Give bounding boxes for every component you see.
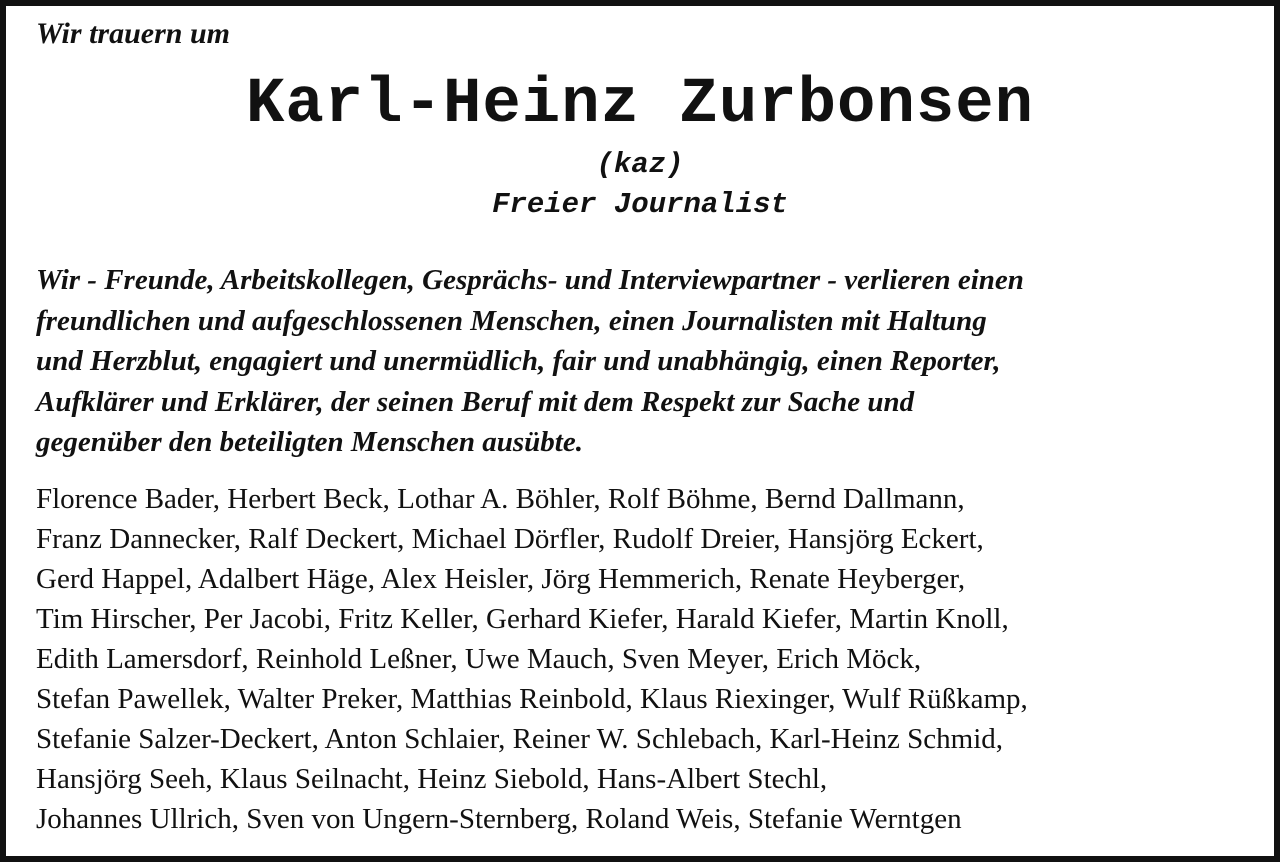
profession: Freier Journalist [492,188,788,221]
tribute-line: gegenüber den beteiligten Menschen ausübte. [36,426,583,458]
mourners-list [36,479,1261,839]
mourners-line: Hansjörg Seeh, Klaus Seilnacht, Heinz Siebold, Hans-Albert Stechl, [36,763,828,795]
mourners-line: Stefanie Salzer-Deckert, Anton Schlaier, Reiner W. Schlebach, Karl-Heinz Schmid, [36,723,1004,755]
mourners-line: Tim Hirscher, Per Jacobi, Fritz Keller, Gerhard Kiefer, Harald Kiefer, Martin Knoll, [36,603,1009,635]
tribute-line: Aufklärer und Erklärer, der seinen Beruf mit dem Respekt zur Sache und [36,385,915,418]
mourners-line: Johannes Ullrich, Sven von Ungern-Sternberg, Roland Weis, Stefanie Werntgen [36,803,962,835]
mourners-line: Gerd Happel, Adalbert Häge, Alex Heisler, Jörg Hemmerich, Renate Heyberger, [36,563,966,595]
tribute-line: und Herzblut, engagiert und unermüdlich, fair und unabhängig, einen Reporter, [36,345,1001,377]
nickname: (kaz) [596,148,684,181]
mourners-line: Franz Dannecker, Ralf Deckert, Michael Dörfler, Rudolf Dreier, Hansjörg Eckert, [36,523,984,555]
mourners-line: Edith Lamersdorf, Reinhold Leßner, Uwe Mauch, Sven Meyer, Erich Möck, [36,643,922,675]
tribute-line: freundlichen und aufgeschlossenen Menschen, einen Journalisten mit Haltung [36,304,987,337]
tribute-line: Wir - Freunde, Arbeitskollegen, Gesprächs- und Interviewpartner - verlieren einen [36,264,1024,296]
tribute-paragraph [36,260,1261,463]
mourners-line: Florence Bader, Herbert Beck, Lothar A. Böhler, Rolf Böhme, Bernd Dallmann, [36,483,965,515]
mourners-line: Stefan Pawellek, Walter Preker, Matthias Reinbold, Klaus Riexinger, Wulf Rüßkamp, [36,683,1028,715]
deceased-name: Karl-Heinz Zurbonsen [245,69,1035,141]
intro-text: Wir trauern um [36,17,230,50]
